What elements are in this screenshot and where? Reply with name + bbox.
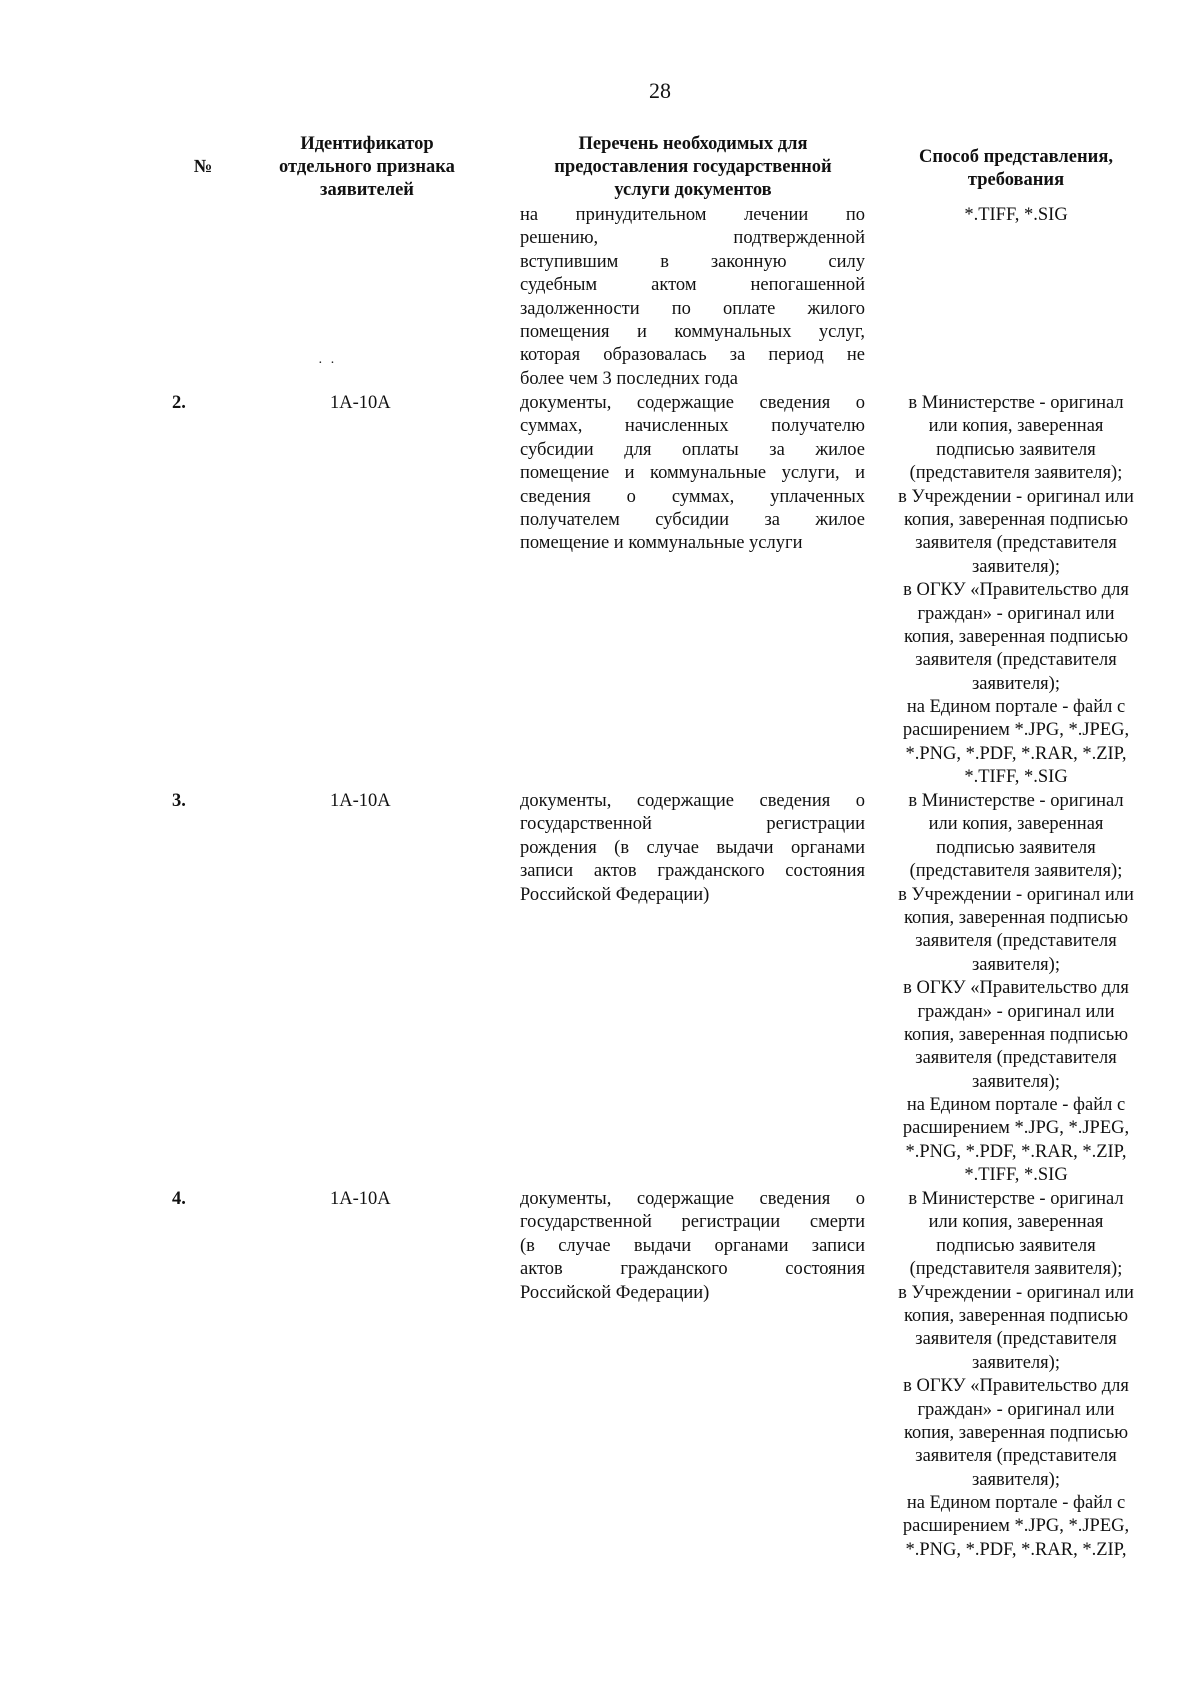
text-line: в Министерстве - оригинал [908, 1189, 1124, 1209]
column-header-documents-line: Перечень необходимых для [578, 134, 808, 154]
text-line: (представителя заявителя); [909, 463, 1123, 484]
row-documents [520, 392, 865, 556]
row-method [878, 790, 1154, 1188]
text-line: (в случае выдачи органами записи [520, 1235, 865, 1256]
text-line: заявителя (представителя [915, 650, 1117, 671]
column-header-documents [528, 133, 858, 202]
row-number: 2. [172, 393, 186, 413]
row-method [878, 1188, 1154, 1562]
text-line: *.PNG, *.PDF, *.RAR, *.ZIP, [905, 1539, 1127, 1560]
text-line: заявителя (представителя [915, 533, 1117, 554]
text-line: заявителя (представителя [915, 1048, 1117, 1069]
text-line: граждан» - оригинал или [917, 1399, 1115, 1420]
text-line: судебным актом непогашенной [520, 275, 865, 296]
text-line: заявителя (представителя [915, 1329, 1117, 1350]
text-line: которая образовалась за период не [520, 345, 865, 366]
text-line: в Министерстве - оригинал [908, 791, 1124, 811]
column-header-method [886, 146, 1146, 192]
column-header-identifier-line: заявителей [320, 180, 414, 200]
row-identifier: 1А-10А [330, 791, 391, 811]
row-documents [520, 1188, 865, 1305]
scan-mark: · · [318, 356, 337, 371]
text-line: копия, заверенная подписью [903, 509, 1129, 530]
row-documents [520, 790, 865, 907]
text-line: расширением *.JPG, *.JPEG, [902, 1516, 1130, 1537]
text-line: в ОГКУ «Правительство для [903, 978, 1129, 999]
text-line: документы, содержащие сведения о [520, 791, 865, 811]
text-line: Российской Федерации) [520, 1282, 710, 1303]
continuation-method [878, 204, 1154, 227]
column-header-identifier-line: отдельного признака [279, 157, 455, 177]
text-line: *.TIFF, *.SIG [964, 205, 1068, 225]
text-line: документы, содержащие сведения о [520, 393, 865, 413]
text-line: заявителя); [971, 673, 1060, 694]
column-header-method-line: Способ представления, [919, 147, 1113, 167]
text-line: Российской Федерации) [520, 884, 710, 905]
column-header-identifier-line: Идентификатор [300, 134, 434, 154]
text-line: в Министерстве - оригинал [908, 393, 1124, 413]
row-number: 3. [172, 791, 186, 811]
text-line: расширением *.JPG, *.JPEG, [902, 1118, 1130, 1139]
text-line: подписью заявителя [936, 837, 1096, 858]
text-line: копия, заверенная подписью [903, 907, 1129, 928]
text-line: заявителя (представителя [915, 931, 1117, 952]
text-line: копия, заверенная подписью [903, 1305, 1129, 1326]
text-line: заявителя (представителя [915, 1446, 1117, 1467]
text-line: более чем 3 последних года [520, 368, 738, 389]
column-header-documents-line: услуги документов [614, 180, 772, 200]
row-number: 4. [172, 1189, 186, 1209]
text-line: в Учреждении - оригинал или [898, 486, 1134, 507]
text-line: вступившим в законную силу [520, 251, 865, 272]
row-identifier: 1А-10А [330, 1189, 391, 1209]
text-line: на Едином портале - файл с [906, 1493, 1126, 1514]
text-line: граждан» - оригинал или [917, 603, 1115, 624]
row-method [878, 392, 1154, 790]
text-line: задолженности по оплате жилого [520, 298, 865, 319]
text-line: граждан» - оригинал или [917, 1001, 1115, 1022]
text-line: копия, заверенная подписью [903, 626, 1129, 647]
text-line: *.PNG, *.PDF, *.RAR, *.ZIP, [905, 1141, 1127, 1162]
text-line: (представителя заявителя); [909, 1259, 1123, 1280]
text-line: помещения и коммунальных услуг, [520, 321, 865, 342]
text-line: в Учреждении - оригинал или [898, 1282, 1134, 1303]
text-line: подписью заявителя [936, 439, 1096, 460]
text-line: копия, заверенная подписью [903, 1422, 1129, 1443]
text-line: заявителя); [971, 954, 1060, 975]
column-header-documents-line: предоставления государственной [554, 157, 832, 177]
text-line: актов гражданского состояния [520, 1259, 865, 1280]
text-line: *.TIFF, *.SIG [964, 1165, 1068, 1186]
text-line: решению, подтвержденной [520, 228, 865, 249]
text-line: сведения о суммах, уплаченных [520, 486, 865, 507]
text-line: помещение и коммунальные услуги [520, 533, 803, 554]
page-number: 28 [649, 78, 671, 103]
text-line: или копия, заверенная [928, 1212, 1104, 1233]
text-line: заявителя); [971, 1071, 1060, 1092]
text-line: на Едином портале - файл с [906, 697, 1126, 718]
text-line: заявителя); [971, 556, 1060, 577]
text-line: субсидии для оплаты за жилое [520, 439, 865, 460]
column-header-number: № [193, 157, 213, 177]
text-line: государственной регистрации смерти [520, 1212, 865, 1233]
text-line: или копия, заверенная [928, 416, 1104, 437]
text-line: заявителя); [971, 1469, 1060, 1490]
text-line: государственной регистрации [520, 814, 865, 835]
text-line: подписью заявителя [936, 1235, 1096, 1256]
continuation-documents [520, 204, 865, 391]
text-line: *.PNG, *.PDF, *.RAR, *.ZIP, [905, 743, 1127, 764]
text-line: копия, заверенная подписью [903, 1024, 1129, 1045]
text-line: суммах, начисленных получателю [520, 416, 865, 437]
column-header-identifier [257, 133, 477, 202]
text-line: на принудительном лечении по [520, 205, 865, 225]
text-line: заявителя); [971, 1352, 1060, 1373]
text-line: документы, содержащие сведения о [520, 1189, 865, 1209]
text-line: (представителя заявителя); [909, 861, 1123, 882]
column-header-method-line: требования [967, 170, 1065, 190]
text-line: на Едином портале - файл с [906, 1095, 1126, 1116]
text-line: в ОГКУ «Правительство для [903, 580, 1129, 601]
row-identifier: 1А-10А [330, 393, 391, 413]
text-line: расширением *.JPG, *.JPEG, [902, 720, 1130, 741]
text-line: записи актов гражданского состояния [520, 861, 865, 882]
text-line: *.TIFF, *.SIG [964, 767, 1068, 788]
text-line: рождения (в случае выдачи органами [520, 837, 865, 858]
text-line: в Учреждении - оригинал или [898, 884, 1134, 905]
text-line: помещение и коммунальные услуги, и [520, 463, 865, 484]
text-line: в ОГКУ «Правительство для [903, 1376, 1129, 1397]
text-line: получателем субсидии за жилое [520, 509, 865, 530]
text-line: или копия, заверенная [928, 814, 1104, 835]
